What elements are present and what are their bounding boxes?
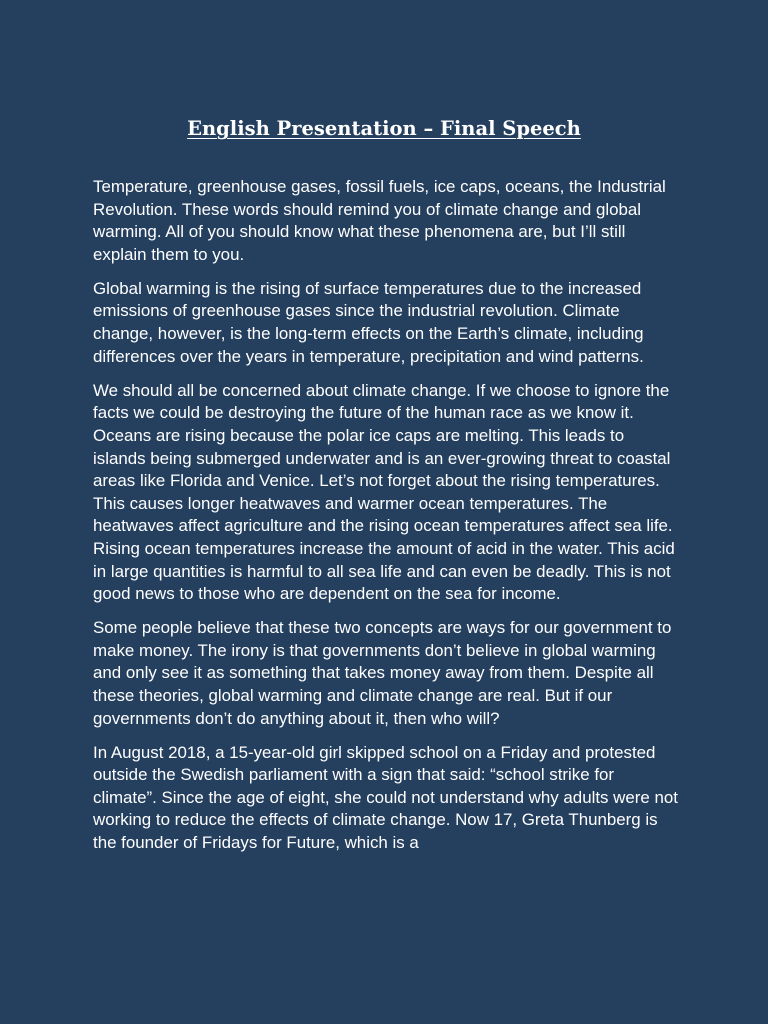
document-title: English Presentation – Final Speech bbox=[187, 117, 581, 140]
paragraph-2: Global warming is the rising of surface temperatures due to the increased emissions of greenhouse gases since the industrial revolution. Climate change, however, is the long-term effects on the Earth’s climate, including differences over the years in temperature, precipitation and wind patterns. bbox=[93, 278, 644, 366]
paragraph-1: Temperature, greenhouse gases, fossil fuels, ice caps, oceans, the Industrial Revolution. These words should remind you of climate change and global warming. All of you should know what these phenomena are, but I’ll still explain them to you. bbox=[93, 177, 666, 264]
document-body bbox=[93, 176, 678, 866]
paragraph-5: In August 2018, a 15-year-old girl skipped school on a Friday and protested outside the Swedish parliament with a sign that said: “school strike for climate”. Since the age of eight, she could not understand why adults were not working to reduce the effects of climate change. Now 17, Greta Thunberg is the founder of Fridays for Future, which is a bbox=[93, 742, 678, 853]
paragraph-3: We should all be concerned about climate change. If we choose to ignore the facts we could be destroying the future of the human race as we know it. Oceans are rising because the polar ice caps are melting. This leads to islands being submerged underwater and is an ever-growing threat to coastal areas like Florida and Venice. Let’s not forget about the rising temperatures. This causes longer heatwaves and warmer ocean temperatures. The heatwaves affect agriculture and the rising ocean temperatures affect sea life. Rising ocean temperatures increase the amount of acid in the water. This acid in large quantities is harmful to all sea life and can even be deadly. This is not good news to those who are dependent on the sea for income. bbox=[93, 380, 675, 604]
paragraph-4: Some people believe that these two concepts are ways for our government to make money. The irony is that governments don’t believe in global warming and only see it as something that takes money away from them. Despite all these theories, global warming and climate change are real. But if our governments don’t do anything about it, then who will? bbox=[93, 618, 672, 728]
